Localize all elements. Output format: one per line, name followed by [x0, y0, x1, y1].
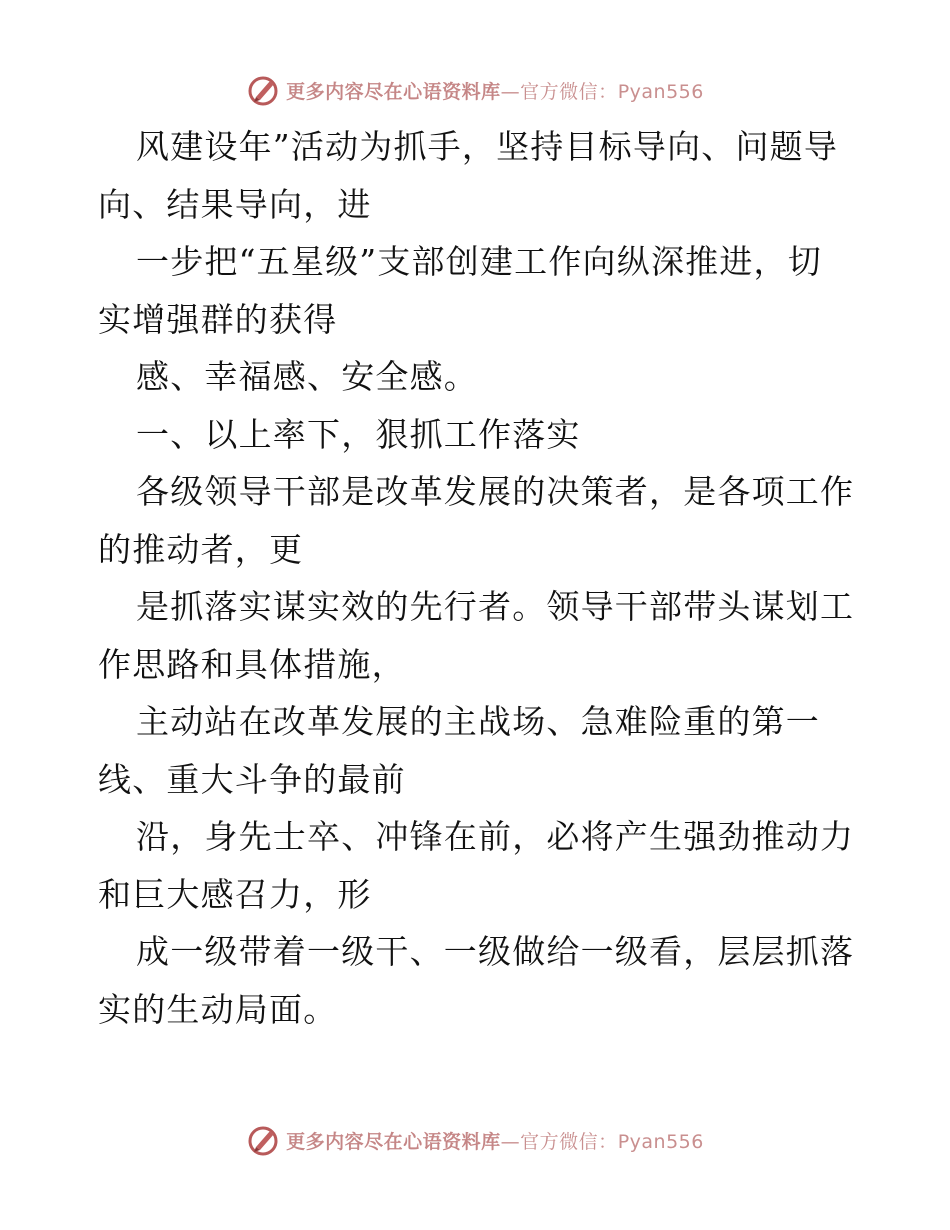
paragraph-line: 一步把“五星级”支部创建工作向纵深推进，切: [136, 242, 822, 281]
paragraph-line: 作思路和具体措施，: [98, 644, 406, 684]
paragraph-line: 成一级带着一级干、一级做给一级看，层层抓落: [136, 932, 855, 971]
pen-logo-icon: [246, 1123, 280, 1157]
watermark-text: [286, 1127, 704, 1154]
paragraph-line: 和巨大感召力，形: [98, 874, 372, 914]
pen-logo-icon: [246, 73, 280, 107]
watermark-official: 官方微信：: [520, 1130, 618, 1153]
paragraph-line: 主动站在改革发展的主战场、急难险重的第一: [136, 702, 820, 741]
paragraph-line: 沿，身先士卒、冲锋在前，必将产生强劲推动力: [136, 817, 855, 856]
footer-watermark: [0, 1120, 950, 1160]
paragraph-line: 实增强群的获得: [98, 299, 338, 339]
document-body: [98, 118, 858, 1038]
watermark-text: [286, 77, 704, 104]
watermark-dash: —: [500, 80, 521, 103]
watermark-site: 更多内容尽在心语资料库: [286, 80, 501, 103]
header-watermark: [0, 70, 950, 110]
paragraph-line: 各级领导干部是改革发展的决策者，是各项工作: [136, 472, 855, 511]
watermark-official: 官方微信：: [520, 80, 618, 103]
watermark-site: 更多内容尽在心语资料库: [286, 1130, 501, 1153]
paragraph-line: 的推动者，更: [98, 529, 304, 569]
watermark-dash: —: [500, 1130, 521, 1153]
paragraph-line: 感、幸福感、安全感。: [136, 357, 478, 396]
paragraph-line: 向、结果导向，进: [98, 184, 372, 224]
paragraph-line: 实的生动局面。: [98, 989, 338, 1029]
paragraph-line: 线、重大斗争的最前: [98, 759, 406, 799]
paragraph-line: 风建设年”活动为抓手，坚持目标导向、问题导: [136, 127, 839, 166]
paragraph-line: 是抓落实谋实效的先行者。领导干部带头谋划工: [136, 587, 855, 626]
watermark-wechat-id: Pyan556: [617, 1130, 704, 1153]
paragraph-line: 一、以上率下，狠抓工作落实: [136, 414, 581, 454]
watermark-wechat-id: Pyan556: [617, 80, 704, 103]
